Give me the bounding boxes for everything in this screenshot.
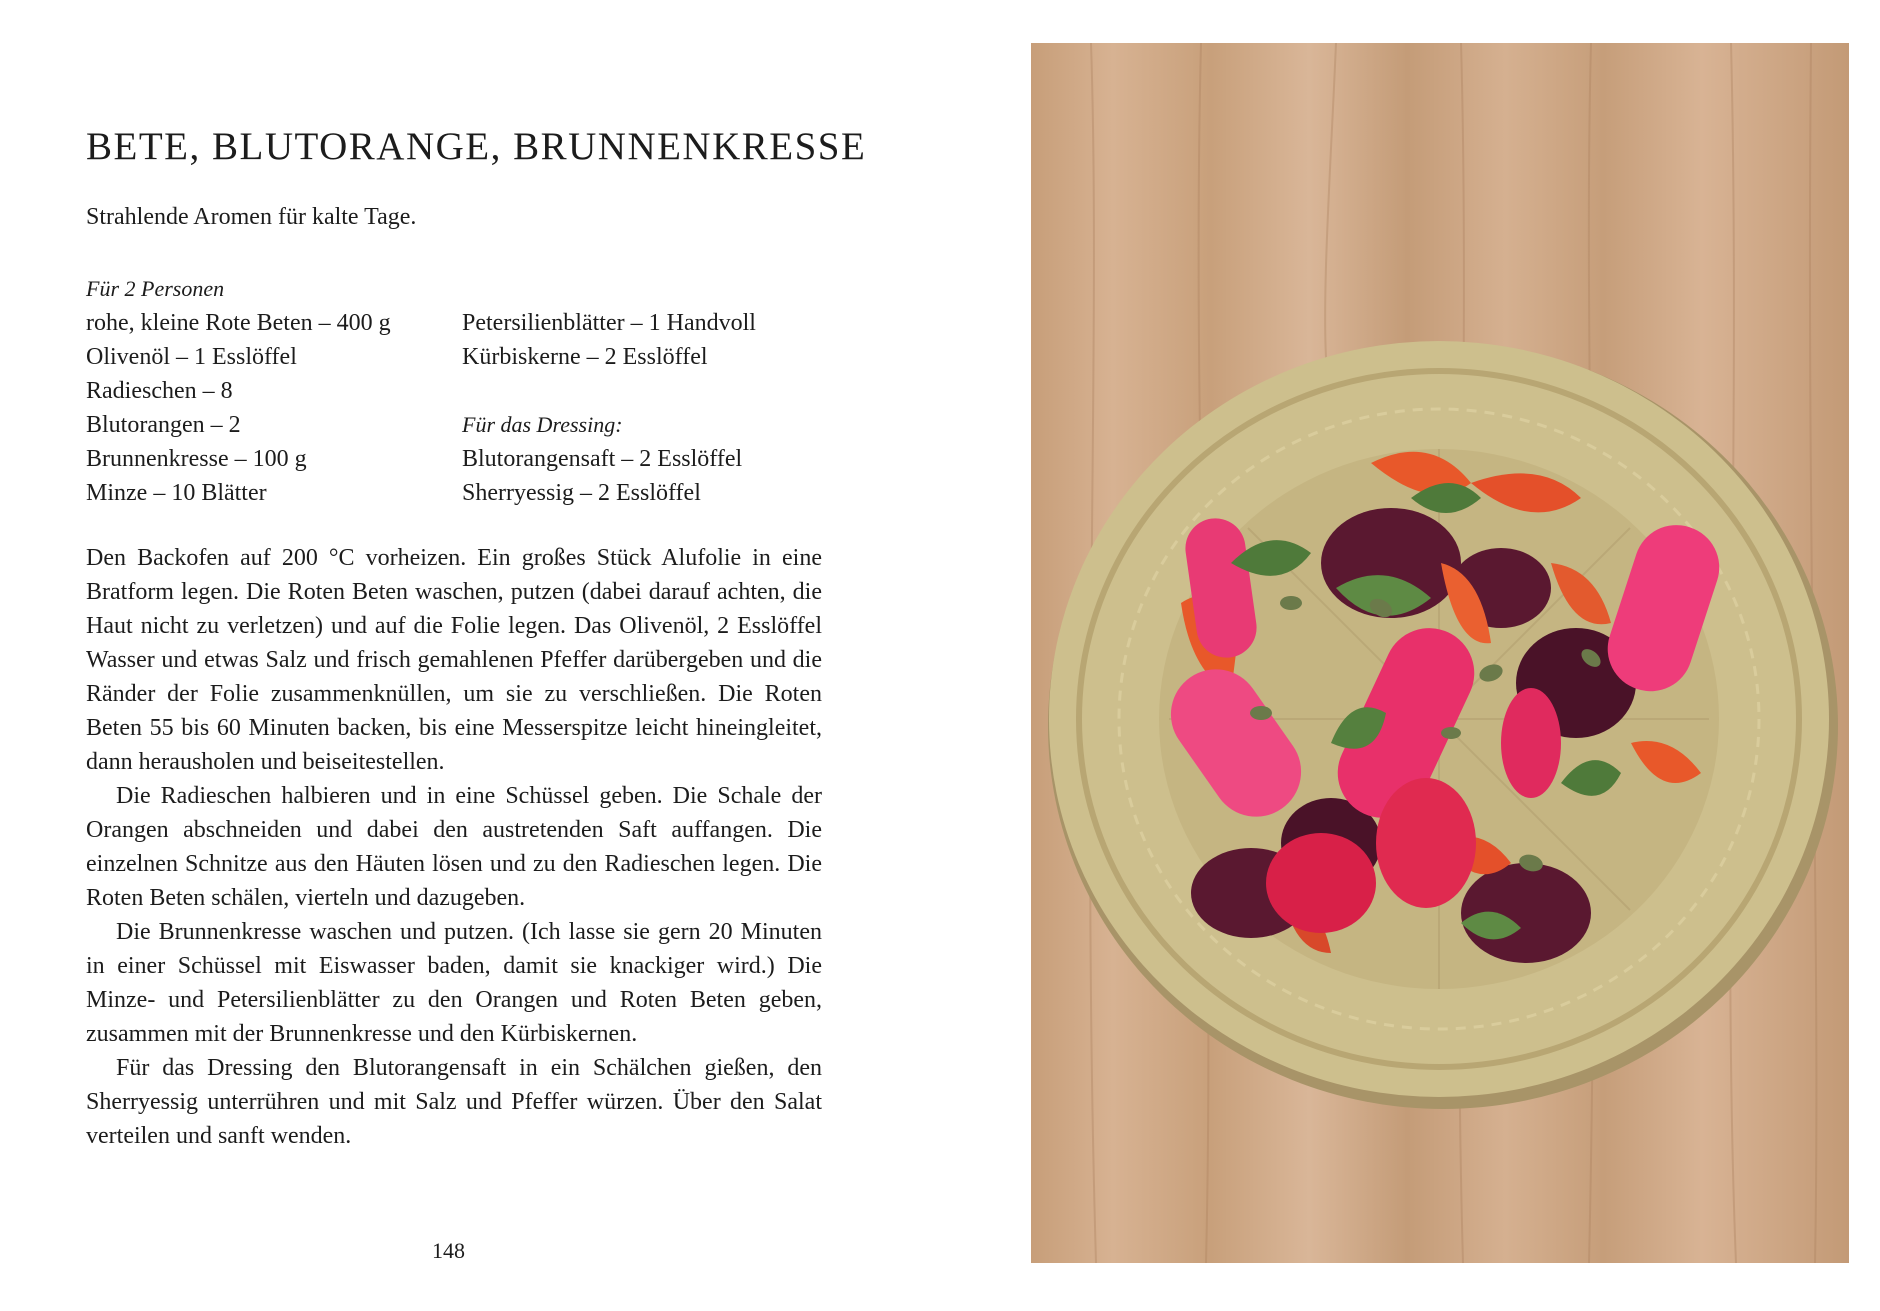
ingredients-column-1 [86,272,446,510]
ingredient-item: Radieschen – 8 [86,378,233,404]
dressing-item: Blutorangensaft – 2 Esslöffel [462,446,743,472]
ingredient-item: Kürbiskerne – 2 Esslöffel [462,344,708,370]
method-text [86,541,822,1153]
method-paragraph: Den Backofen auf 200 °C vorheizen. Ein großes Stück Alufolie in eine Bratform legen. Die Roten Beten waschen, putzen (dabei darauf achten, die Haut nicht zu verletzen) und auf die Folie legen. Das Olivenöl, 2 Esslöffel Wasser und etwas Salz und frisch gemahlenen Pfeffer darübergeben und die Ränder der Folie zusammenknüllen, um sie zu verschließen. Die Roten Beten 55 bis 60 Minuten backen, bis eine Messerspitze leicht hineingleitet, dann herausholen und beiseitestellen. [86,545,822,775]
ingredient-item: Petersilienblätter – 1 Handvoll [462,310,756,336]
dressing-item: Sherryessig – 2 Esslöffel [462,480,701,506]
method-paragraph: Die Brunnenkresse waschen und putzen. (Ich lasse sie gern 20 Minuten in einer Schüssel mit Eiswasser baden, damit sie knackiger wird.) Die Minze- und Petersilienblätter zu den Orangen und Roten Beten geben, zusammen mit der Brunnenkresse und den Kürbiskernen. [86,919,822,1047]
salad-bowl-photo [1031,43,1849,1263]
ingredients-column-2 [462,272,842,510]
ingredient-item: Minze – 10 Blätter [86,480,267,506]
method-paragraph: Für das Dressing den Blutorangensaft in ein Schälchen gießen, den Sherryessig unterrühren und mit Salz und Pfeffer würzen. Über den Salat verteilen und sanft wenden. [86,1055,822,1149]
servings-label: Für 2 Personen [86,276,225,301]
ingredient-item: Brunnenkresse – 100 g [86,446,307,472]
ingredient-item: rohe, kleine Rote Beten – 400 g [86,310,391,336]
ingredient-item: Blutorangen – 2 [86,412,241,438]
method-paragraph: Die Radieschen halbieren und in eine Schüssel geben. Die Schale der Orangen abschneiden und dabei den austretenden Saft auffangen. Die einzelnen Schnitze aus den Häuten lösen und zu den Radieschen legen. Die Roten Beten schälen, vierteln und dazugeben. [86,783,822,911]
dressing-heading: Für das Dressing: [462,412,623,437]
recipe-subtitle: Strahlende Aromen für kalte Tage. [86,204,417,230]
recipe-title: BETE, BLUTORANGE, BRUNNENKRESSE [86,125,867,168]
ingredient-item: Olivenöl – 1 Esslöffel [86,344,297,370]
page-number: 148 [432,1238,465,1263]
